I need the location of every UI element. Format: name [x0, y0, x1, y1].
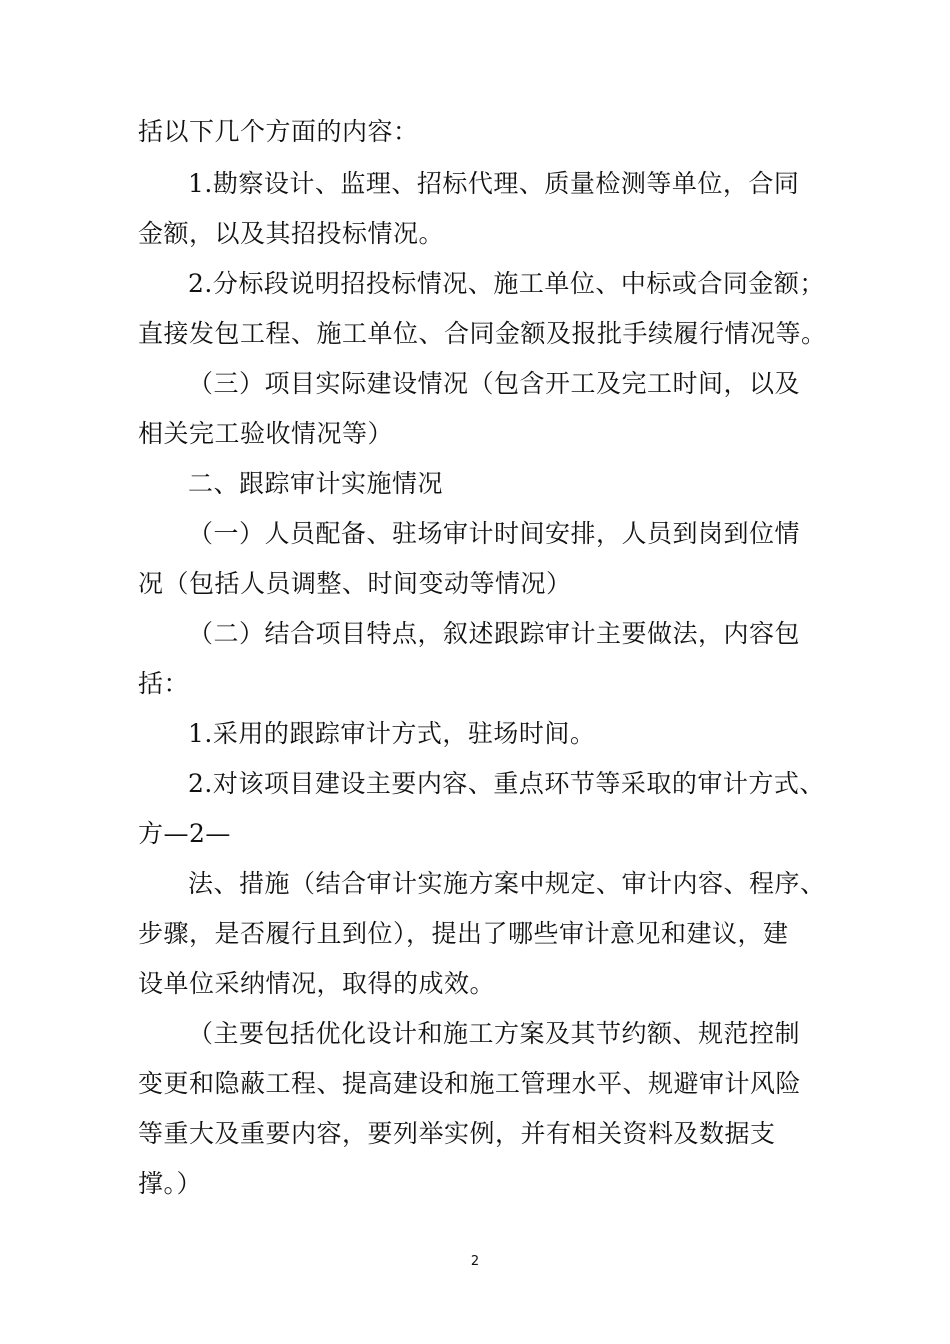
page-number: 2	[470, 1254, 480, 1269]
text-line: 1.勘察设计、监理、招标代理、质量检测等单位，合同	[188, 169, 800, 198]
text-line: 步骤，是否履行且到位），提出了哪些审计意见和建议，建	[138, 919, 789, 948]
text-line: 2.分标段说明招投标情况、施工单位、中标或合同金额；	[188, 269, 825, 298]
section-heading: 二、跟踪审计实施情况	[188, 469, 444, 498]
text-line: 括以下几个方面的内容：	[138, 117, 419, 146]
text-line: （二）结合项目特点，叙述跟踪审计主要做法，内容包	[188, 619, 801, 648]
text-line: 括：	[138, 669, 190, 698]
text-line: 方—2—	[138, 819, 231, 848]
text-line: 2.对该项目建设主要内容、重点环节等采取的审计方式、	[188, 769, 825, 798]
text-line: 变更和隐蔽工程、提高建设和施工管理水平、规避审计风险	[138, 1069, 802, 1098]
text-line: 撑。）	[138, 1169, 203, 1198]
text-line: （一）人员配备、驻场审计时间安排，人员到岗到位情	[188, 519, 801, 548]
text-line: （主要包括优化设计和施工方案及其节约额、规范控制	[188, 1019, 801, 1048]
text-line: 等重大及重要内容，要列举实例，并有相关资料及数据支	[138, 1119, 776, 1148]
text-line: 设单位采纳情况，取得的成效。	[138, 969, 496, 998]
text-line: 况（包括人员调整、时间变动等情况）	[138, 569, 572, 598]
text-line: 1.采用的跟踪审计方式，驻场时间。	[188, 719, 596, 748]
text-line: 金额，以及其招投标情况。	[138, 219, 445, 248]
text-line: 直接发包工程、施工单位、合同金额及报批手续履行情况等。	[138, 319, 827, 348]
text-line: （三）项目实际建设情况（包含开工及完工时间，以及	[188, 369, 801, 398]
text-line: 相关完工验收情况等）	[138, 419, 394, 448]
text-line: 法、措施（结合审计实施方案中规定、审计内容、程序、	[188, 869, 826, 898]
